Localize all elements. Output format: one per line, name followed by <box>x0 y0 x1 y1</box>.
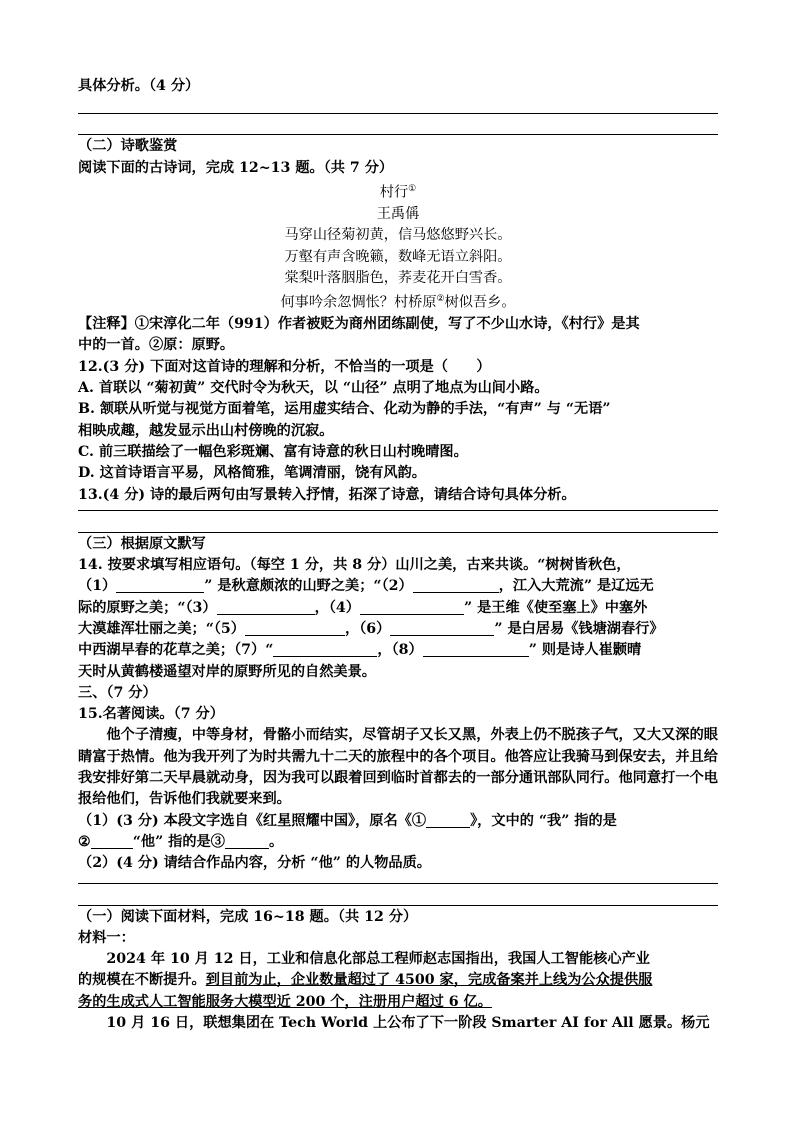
reading-passage: 他个子清瘦，中等身材，骨骼小而结实，尽管胡子又长又黑，外表上仍不脱孩子气，又大又深的眼睛富于热情。他为我开列了为时共需九十二天的旅程中的各个项目。他答应让我骑马到保安去，并且给我安排好第二天早晨就动身，因为我可以跟着回到临时首都去的一部分通讯部队同行。他同意打一个电报给他们，告诉他们我就要来到。 <box>78 727 718 808</box>
option-b: B. 颔联从听觉与视觉方面着笔，运用虚实结合、化动为静的手法，“有声” 与 “无语” <box>78 401 611 418</box>
question-15-1: （1）(3 分) 本段文字选自《红星照耀中国》，原名《① 》，文中的 “我” 指的是 <box>78 812 617 829</box>
dictation-line: 际的原野之美；“（3） ，（4） ” 是王维《使至塞上》中塞外 <box>78 599 648 616</box>
fill-blank[interactable] <box>217 600 315 615</box>
poem-note: 【注释】①宋淳化二年（991）作者被贬为商州团练副使，写了不少山水诗，《村行》是其 <box>78 316 640 333</box>
poem-line: 何事吟余忽惆怅？村桥原②树似吾乡。 <box>280 294 516 311</box>
material-label: 材料一： <box>78 929 135 946</box>
material-paragraph: 10 月 16 日，联想集团在 Tech World 上公布了下一阶段 Smarter AI for All 愿景。杨元 <box>106 1015 710 1032</box>
fill-blank[interactable] <box>91 834 133 849</box>
poem-note: 中的一首。②原：原野。 <box>78 337 235 354</box>
dictation-line: （1） ” 是秋意颇浓的山野之美；“（2） ，江入大荒流” 是辽远无 <box>78 578 654 595</box>
dictation-line: 大漠雄浑壮丽之美；“（5） ，（6） ” 是白居易《钱塘湖春行》 <box>78 621 664 637</box>
poem-author: 王禹偁 <box>376 205 420 222</box>
fill-blank[interactable] <box>225 834 269 849</box>
section-heading-reading: （一）阅读下面材料，完成 16~18 题。（共 12 分） <box>78 908 418 925</box>
poetry-instruction: 阅读下面的古诗词，完成 12~13 题。（共 7 分） <box>78 159 394 176</box>
option-d: D. 这首诗语言平易，风格简雅，笔调清丽，饶有风韵。 <box>78 465 426 482</box>
answer-line <box>78 97 718 114</box>
poem-line: 棠梨叶落胭脂色，荞麦花开白雪香。 <box>284 269 512 286</box>
top-line: 具体分析。（4 分） <box>78 78 200 94</box>
section-heading-dictation: （三）根据原文默写 <box>78 535 206 552</box>
fill-blank[interactable] <box>245 621 345 636</box>
dictation-line: 天时从黄鹤楼遥望对岸的原野所见的自然美景。 <box>78 663 376 680</box>
option-b-cont: 相映成趣，越发显示出山村傍晚的沉寂。 <box>78 422 334 439</box>
question-15-1-cont: ② “他” 指的是③ 。 <box>78 833 284 850</box>
question-15: 15.名著阅读。（7 分） <box>78 706 224 723</box>
question-13: 13.(4 分) 诗的最后两句由写景转入抒情，拓深了诗意，请结合诗句具体分析。 <box>78 486 576 503</box>
fill-blank[interactable] <box>360 600 464 615</box>
section-heading-classic: 三、（7 分） <box>78 684 157 701</box>
fill-blank[interactable] <box>390 621 494 636</box>
question-12: 12.(3 分) 下面对这首诗的理解和分析，不恰当的一项是（ ） <box>78 358 491 375</box>
question-15-2: （2）(4 分) 请结合作品内容，分析 “他” 的人物品质。 <box>78 855 431 872</box>
answer-line <box>78 511 718 533</box>
poem-title: 村行① <box>379 183 417 201</box>
material-paragraph: 2024 年 10 月 12 日，工业和信息化部总工程师赵志国指出，我国人工智能核心产业 <box>106 951 650 968</box>
option-a: A. 首联以 “菊初黄” 交代时令为秋天，以 “山径” 点明了地点为山间小路。 <box>78 380 549 397</box>
section-heading-poetry: （二）诗歌鉴赏 <box>78 138 178 155</box>
material-paragraph-cont: 务的生成式人工智能服务大模型近 200 个，注册用户超过 6 亿。 <box>78 993 492 1010</box>
exam-page <box>78 76 718 1034</box>
poem-line: 马穿山径菊初黄，信马悠悠野兴长。 <box>284 227 512 244</box>
option-c: C. 前三联描绘了一幅色彩斑斓、富有诗意的秋日山村晚晴图。 <box>78 443 468 460</box>
answer-line <box>78 884 718 906</box>
question-14: 14. 按要求填写相应语句。（每空 1 分，共 8 分）山川之美，古来共谈。“树树皆秋色， <box>78 557 631 574</box>
poem-line: 万壑有声含晚籁，数峰无语立斜阳。 <box>284 248 512 265</box>
answer-line <box>78 875 718 884</box>
answer-line <box>78 114 718 135</box>
dictation-line: 中西湖早春的花草之美；（7）“ ，（8） ” 则是诗人崔颢晴 <box>78 642 642 659</box>
fill-blank[interactable] <box>413 578 499 593</box>
fill-blank[interactable] <box>116 578 204 593</box>
material-paragraph-cont: 的规模在不断提升。到目前为止，企业数量超过了 4500 家，完成备案并上线为公众提供服 <box>78 972 653 989</box>
fill-blank[interactable] <box>273 642 377 657</box>
fill-blank[interactable] <box>426 813 470 828</box>
fill-blank[interactable] <box>423 642 529 657</box>
